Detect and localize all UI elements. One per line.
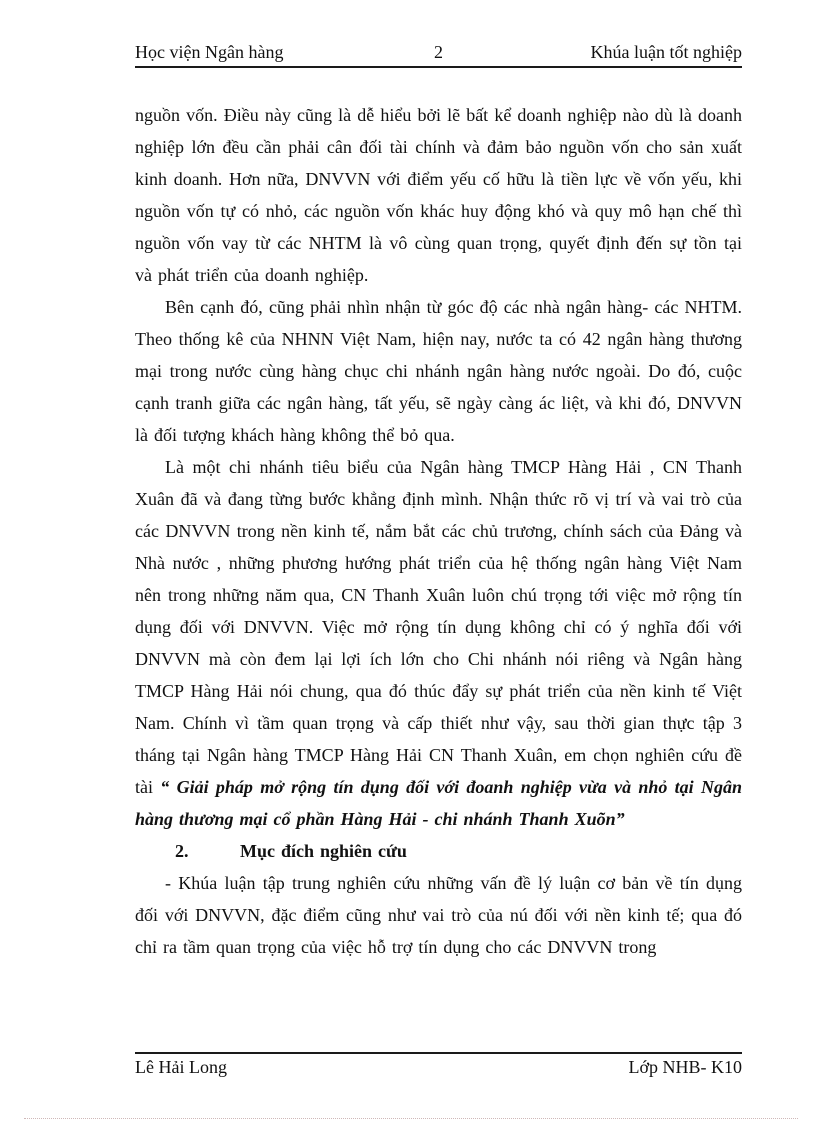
section-heading-number: 2. [175,841,189,861]
document-body [135,99,742,963]
page-header [135,42,742,68]
paragraph-funding: nguồn vốn. Điều này cũng là dễ hiểu bởi lẽ bất kể doanh nghiệp nào dù là doanh nghiệp lớn đều cần phải cân đối tài chính và đảm bảo nguồn vốn cho sản xuất kinh doanh. Hơn nữa, DNVVN với điểm yếu cố hữu là tiền lực về vốn yếu, khi nguồn vốn tự có nhỏ, các nguồn vốn khác huy động khó và quy mô hạn chế thì nguồn vốn vay từ các NHTM là vô cùng quan trọng, quyết định đến sự tồn tại và phát triển của doanh nghiệp. [135,105,742,285]
paragraph-branch-text: Là một chi nhánh tiêu biểu của Ngân hàng TMCP Hàng Hải , CN Thanh Xuân đã và đang từng bước khẳng định mình. Nhận thức rõ vị trí và vai trò của các DNVVN trong nền kinh tế, nắm bắt các chủ trương, chính sách của Đảng và Nhà nước , những phương hướng phát triển của hệ thống ngân hàng Việt Nam nên trong những năm qua, CN Thanh Xuân luôn chú trọng tới việc mở rộng tín dụng đối với DNVVN. Việc mở rộng tín dụng không chỉ có ý nghĩa đối với DNVVN mà còn đem lại lợi ích lớn cho Chi nhánh nói riêng và Ngân hàng TMCP Hàng Hải nói chung, qua đó thúc đẩy sự phát triển của nền kinh tế Việt Nam. Chính vì tầm quan trọng và cấp thiết như vậy, sau thời gian thực tập 3 tháng tại Ngân hàng TMCP Hàng Hải CN Thanh Xuân, em chọn nghiên cứu đề tài [135,457,742,797]
footer-author: Lê Hải Long [135,1057,227,1077]
thesis-title-text: “ Giải pháp mở rộng tín dụng đối với đoanh nghiệp vừa và nhỏ tại Ngân hàng thương mại cổ phần Hàng Hải - chi nhánh Thanh Xuõn” [135,777,742,829]
footer-class: Lớp NHB- K10 [628,1057,742,1077]
header-document-title: Khúa luận tốt nghiệp [590,42,742,62]
page-footer [135,1052,742,1078]
paragraph-branch [135,451,742,835]
paragraph-banks: Bên cạnh đó, cũng phải nhìn nhận từ góc độ các nhà ngân hàng- các NHTM. Theo thống kê của NHNN Việt Nam, hiện nay, nước ta có 42 ngân hàng thương mại trong nước cùng hàng chục chi nhánh ngân hàng nước ngoài. Do đó, cuộc cạnh tranh giữa các ngân hàng, tất yếu, sẽ ngày càng ác liệt, và khi đó, DNVVN là đối tượng khách hàng không thể bỏ qua. [135,297,742,445]
header-institution: Học viện Ngân hàng [135,42,284,62]
page-number: 2 [434,42,443,62]
paragraph-purpose: - Khúa luận tập trung nghiên cứu những vấn đề lý luận cơ bản về tín dụng đối với DNVVN, đặc điểm cũng như vai trò của nú đối với nền kinh tế; qua đó chỉ ra tầm quan trọng của việc hỗ trợ tín dụng cho các DNVVN trong [135,873,742,957]
section-heading-label: Mục đích nghiên cứu [240,841,407,861]
page-boundary-dotted-line [24,1118,798,1119]
section-heading [135,835,742,867]
